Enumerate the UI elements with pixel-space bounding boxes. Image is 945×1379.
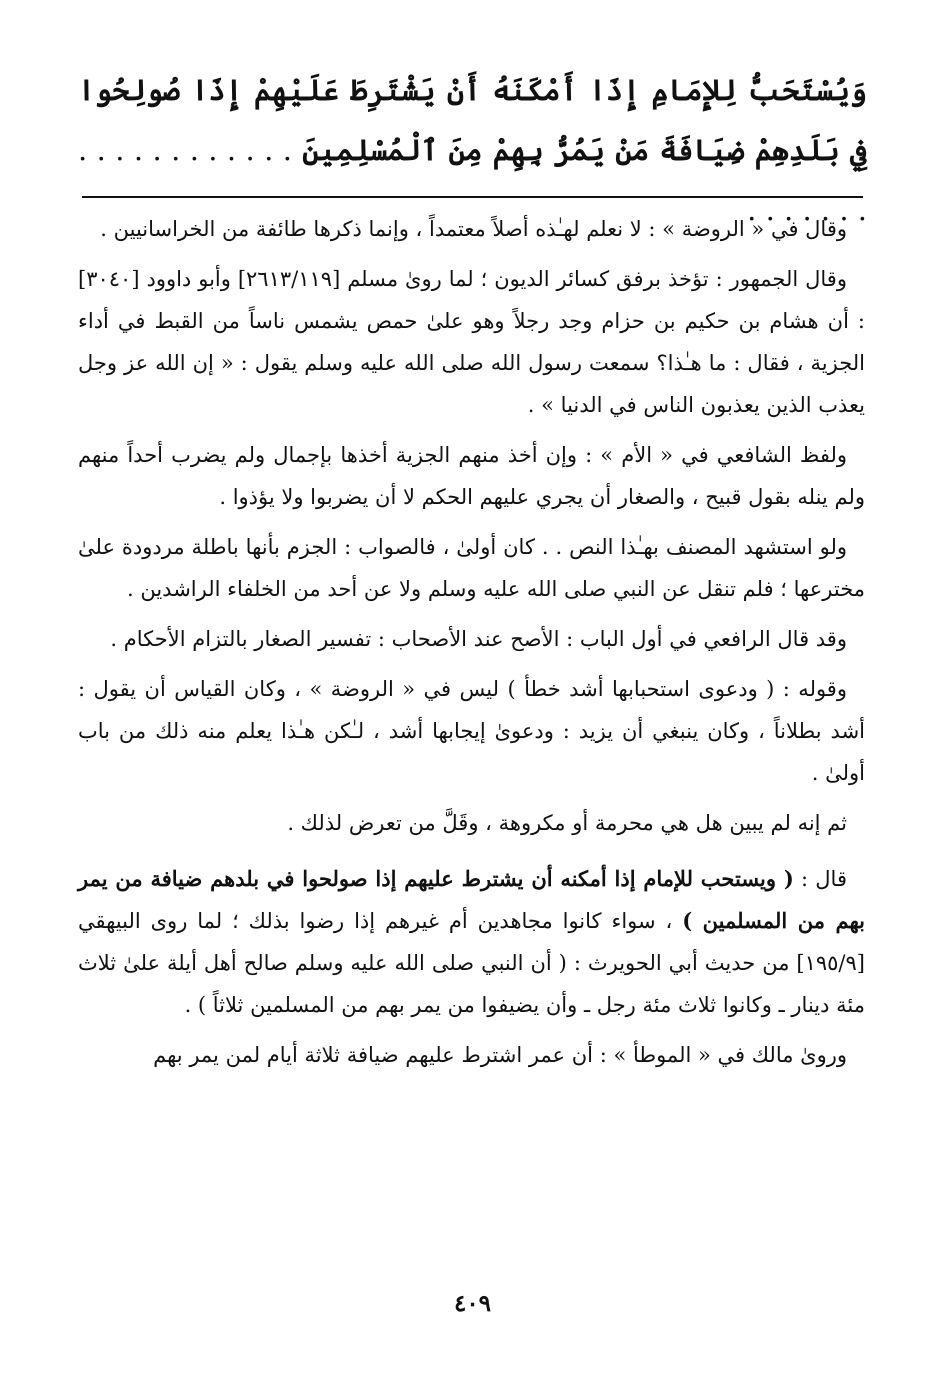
paragraph-qala bbox=[78, 858, 865, 1026]
paragraph-rawda: وقال في « الروضة » : لا نعلم لهـٰذه أصلاً معتمداً ، وإنما ذكرها طائفة من الخراسانيين . bbox=[100, 217, 847, 241]
paragraph-jumhur: وقال الجمهور : تؤخذ برفق كسائر الديون ؛ لما روىٰ مسلم [٢٦١٣/١١٩] وأبو داوود [٣٠٤٠] : أن هشام بن حكيم بن حزام وجد رجلاً وهو علىٰ حمص يشمس ناساً من القبط في أداء الجزية ، فقال : ما هـٰذا؟ سمعت رسول الله صلى الله عليه وسلم يقول : « إن الله عز وجل يعذب الذين يعذبون الناس في الدنيا » . bbox=[78, 267, 865, 417]
paragraph-shafii: ولفظ الشافعي في « الأم » : وإن أخذ منهم الجزية أخذها بإجمال ولم يضرب أحداً منهم ولم ينله بقول قبيح ، والصغار أن يجري عليهم الحكم لا أن يضربوا ولا يؤذوا . bbox=[78, 443, 865, 509]
matn-dots: . . . . . . . . . . . . . . . . . . . bbox=[78, 133, 867, 227]
commentary-body bbox=[78, 208, 865, 1084]
matn-sentence: وَيُسْتَحَبُّ لِلإِمَامِ إِذَا أَمْكَنَهُ أَنْ يَشْتَرِطَ عَلَيْهِمْ إِذَا صُولِحُوا فِي بَلَدِهِمْ ضِيَافَةَ مَنْ يَمُرُّ بِهِمْ مِنَ ٱلْمُسْلِمِينَ bbox=[78, 73, 867, 167]
paragraph-thumma: ثم إنه لم يبين هل هي محرمة أو مكروهة ، وقَلَّ من تعرض لذلك . bbox=[287, 811, 847, 835]
qala-rest: ، سواء كانوا مجاهدين أم غيرهم إذا رضوا بذلك ؛ لما روى البيهقي [١٩٥/٩] من حديث أبي الحويرث : ( أن النبي صلى الله عليه وسلم صالح أهل أيلة علىٰ ثلاث مئة دينار ـ وكانوا ثلاث مئة رجل ـ وأن يضيفوا من يمر بهم من المسلمين ثلاثاً ) . bbox=[78, 909, 865, 1017]
paragraph-qawluhu: وقوله : ( ودعوى استحبابها أشد خطأ ) ليس في « الروضة » ، وكان القياس أن يقول : أشد بطلاناً ، وكان ينبغي أن يزيد : ودعوىٰ إيجابها أشد ، لـٰكن هـٰذا يعلم منه ذلك من باب أولىٰ . bbox=[78, 677, 865, 785]
paragraph-muwatta: وروىٰ مالك في « الموطأ » : أن عمر اشترط عليهم ضيافة ثلاثة أيام لمن يمر بهم bbox=[153, 1043, 847, 1067]
paragraph-rafii: وقد قال الرافعي في أول الباب : الأصح عند الأصحاب : تفسير الصغار بالتزام الأحكام . bbox=[110, 627, 847, 651]
qala-quote: ( ويستحب للإمام إذا أمكنه أن يشترط عليهم إذا صولحوا في بلدهم ضيافة من يمر بهم من المسلمين ) bbox=[78, 866, 865, 933]
paragraph-istishhad: ولو استشهد المصنف بهـٰذا النص . . كان أولىٰ ، فالصواب : الجزم بأنها باطلة مردودة علىٰ مخترعها ؛ فلم تنقل عن النبي صلى الله عليه وسلم ولا عن أحد من الخلفاء الراشدين . bbox=[78, 535, 865, 601]
separator-line bbox=[82, 196, 863, 198]
qala-lead: قال : bbox=[793, 867, 847, 891]
page-number: ٤٠٩ bbox=[453, 1290, 492, 1317]
